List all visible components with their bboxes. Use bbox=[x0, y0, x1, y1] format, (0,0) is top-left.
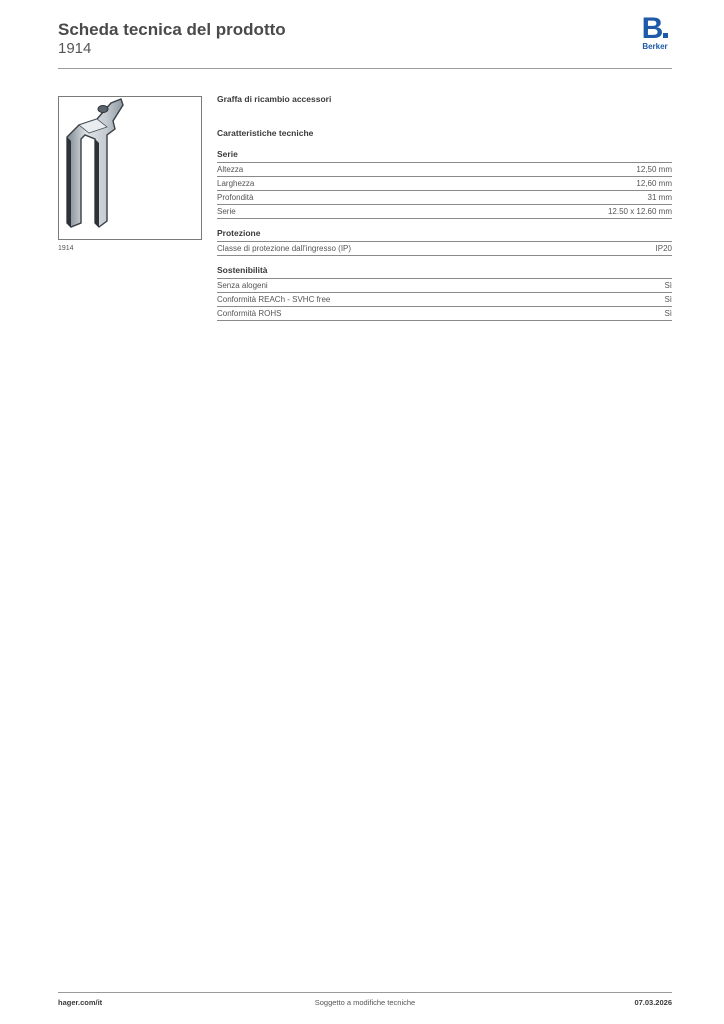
spec-row bbox=[217, 242, 672, 256]
spec-group-protezione bbox=[217, 227, 672, 256]
footer-notice: Soggetto a modifiche tecniche bbox=[314, 998, 416, 1007]
spec-value: Sì bbox=[664, 281, 672, 290]
clip-bracket-image bbox=[59, 97, 201, 239]
group-title: Protezione bbox=[217, 227, 672, 242]
spec-label: Profondità bbox=[217, 193, 254, 202]
spec-group-serie bbox=[217, 148, 672, 219]
page-header bbox=[58, 20, 286, 58]
spec-label: Conformità ROHS bbox=[217, 309, 282, 318]
spec-label: Serie bbox=[217, 207, 236, 216]
berker-logo bbox=[638, 12, 672, 52]
spec-row bbox=[217, 177, 672, 191]
page-footer bbox=[58, 998, 672, 1010]
spec-row bbox=[217, 205, 672, 219]
spec-value: 31 mm bbox=[647, 193, 672, 202]
section-heading: Caratteristiche tecniche bbox=[217, 128, 314, 138]
group-title: Serie bbox=[217, 148, 672, 163]
spec-content bbox=[217, 94, 672, 321]
product-image bbox=[58, 96, 202, 240]
footer-date: 07.03.2026 bbox=[634, 998, 672, 1007]
spec-label: Classe di protezione dall'ingresso (IP) bbox=[217, 244, 352, 253]
header-divider bbox=[58, 68, 672, 69]
spec-row bbox=[217, 191, 672, 205]
product-name: Graffa di ricambio accessori bbox=[217, 94, 332, 104]
spec-value: 12.50 x 12.60 mm bbox=[607, 207, 672, 216]
spec-row bbox=[217, 279, 672, 293]
logo-dot bbox=[663, 33, 668, 38]
spec-label: Larghezza bbox=[217, 179, 255, 188]
spec-label: Conformità REACh - SVHC free bbox=[217, 295, 331, 304]
spec-row bbox=[217, 293, 672, 307]
footer-website-link[interactable]: hager.com/it bbox=[58, 998, 103, 1007]
spec-value: Sì bbox=[664, 295, 672, 304]
image-caption: 1914 bbox=[58, 245, 74, 252]
page-title: Scheda tecnica del prodotto bbox=[58, 20, 286, 39]
spec-value: 12,60 mm bbox=[636, 179, 672, 188]
spec-row bbox=[217, 307, 672, 321]
logo-brand: Berker bbox=[642, 42, 668, 51]
spec-value: IP20 bbox=[655, 244, 672, 253]
footer-divider bbox=[58, 992, 672, 993]
spec-group-sostenibilita bbox=[217, 264, 672, 321]
spec-label: Senza alogeni bbox=[217, 281, 268, 290]
group-title: Sostenibilità bbox=[217, 264, 672, 279]
spec-row bbox=[217, 163, 672, 177]
product-number: 1914 bbox=[58, 40, 92, 57]
spec-value: Sì bbox=[664, 309, 672, 318]
spec-label: Altezza bbox=[217, 165, 244, 174]
logo-mark: B bbox=[641, 12, 663, 45]
spec-value: 12,50 mm bbox=[636, 165, 672, 174]
